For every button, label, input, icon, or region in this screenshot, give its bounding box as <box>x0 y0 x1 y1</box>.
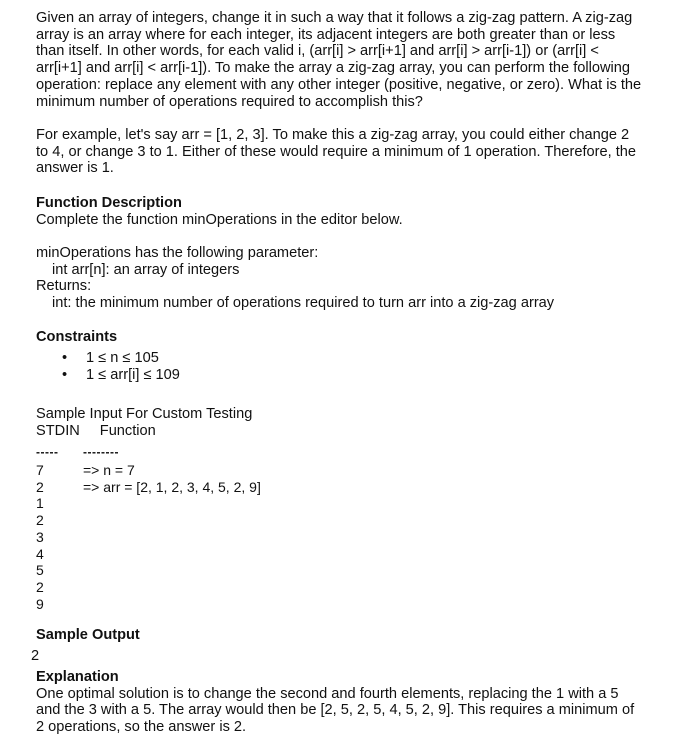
explanation-section <box>36 669 666 736</box>
function-dash: -------- <box>83 445 119 459</box>
function-description-heading: Function Description <box>36 195 182 211</box>
example-line: For example, let's say arr = [1, 2, 3]. To make this a zig-zag array, you could either change 2 <box>36 127 630 143</box>
intro-line: operation: replace any element with any other integer (positive, negative, or zero). What is the <box>36 76 642 93</box>
stdin-column-header: STDIN <box>36 422 80 439</box>
sample-input-heading: Sample Input For Custom Testing <box>36 406 253 422</box>
stdin-value: 2 <box>36 512 44 529</box>
stdin-value: 1 <box>36 495 44 512</box>
parameters-section <box>36 245 666 312</box>
sample-input-columns <box>36 423 666 440</box>
stdin-dash: ----- <box>36 445 59 459</box>
bullet-icon: • <box>62 366 68 383</box>
intro-line: minimum number of operations required to accomplish this? <box>36 93 423 110</box>
explanation-heading: Explanation <box>36 669 119 685</box>
example-paragraph <box>36 127 666 177</box>
stdin-value: 5 <box>36 562 44 579</box>
stdin-value: 2 <box>36 478 44 495</box>
constraint-item <box>62 367 180 384</box>
param-line: int arr[n]: an array of integers <box>52 261 240 278</box>
constraint-text: 1 ≤ n ≤ 105 <box>86 350 159 366</box>
constraints-list <box>62 350 180 383</box>
example-line: answer is 1. <box>36 160 114 177</box>
sample-input-section <box>36 406 666 439</box>
problem-intro <box>36 10 666 110</box>
explanation-line: 2 operations, so the answer is 2. <box>36 719 247 736</box>
bullet-icon: • <box>62 350 68 366</box>
constraint-text: 1 ≤ arr[i] ≤ 109 <box>86 366 180 383</box>
stdin-value: 9 <box>36 595 44 612</box>
intro-line: array is an array where for each integer, its adjacent integers are both greater than or less <box>36 26 616 43</box>
stdin-value: 3 <box>36 528 44 545</box>
function-note: => arr = [2, 1, 2, 3, 4, 5, 2, 9] <box>83 478 261 495</box>
sample-output-section <box>36 627 666 644</box>
constraint-item <box>62 350 180 367</box>
function-description <box>36 195 666 228</box>
sample-output-value: 2 <box>31 648 40 664</box>
stdin-value: 7 <box>36 462 44 478</box>
stdin-values <box>36 446 58 612</box>
param-intro: minOperations has the following parameter: <box>36 245 319 261</box>
intro-line: than itself. In other words, for each valid i, (arr[i] > arr[i+1] and arr[i] > arr[i-1]) or (arr[i] < <box>36 43 599 60</box>
constraints-section <box>36 329 666 346</box>
stdin-value: 4 <box>36 545 44 562</box>
function-description-text: Complete the function minOperations in the editor below. <box>36 211 403 228</box>
returns-text: int: the minimum number of operations required to turn arr into a zig-zag array <box>52 295 555 312</box>
function-notes <box>83 446 261 495</box>
function-column-header: Function <box>99 422 156 439</box>
intro-line: Given an array of integers, change it in such a way that it follows a zig-zag pattern. A zig-zag <box>36 10 633 26</box>
sample-output-heading: Sample Output <box>36 627 140 643</box>
returns-label: Returns: <box>36 278 92 295</box>
intro-line: arr[i+1] and arr[i] < arr[i-1]). To make the array a zig-zag array, you can perform the following <box>36 60 631 77</box>
example-line: to 4, or change 3 to 1. Either of these would require a minimum of 1 operation. Therefore, the <box>36 143 637 160</box>
function-note: => n = 7 <box>83 462 135 478</box>
constraints-heading: Constraints <box>36 329 118 345</box>
stdin-value: 2 <box>36 578 44 595</box>
explanation-line: One optimal solution is to change the second and fourth elements, replacing the 1 with a 5 <box>36 685 619 702</box>
explanation-line: and the 3 with a 5. The array would then be [2, 5, 2, 5, 4, 5, 2, 9]. This requires a minimum of <box>36 702 635 719</box>
